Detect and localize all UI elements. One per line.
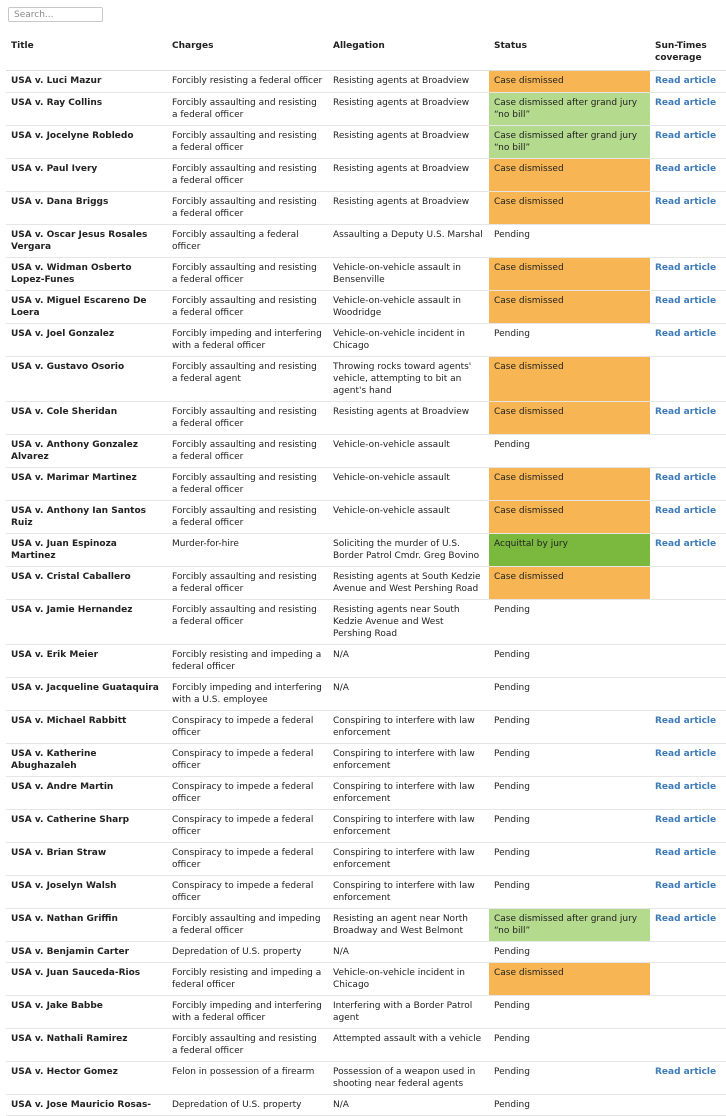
- coverage-cell: [650, 876, 726, 909]
- read-article-link[interactable]: Read article: [655, 815, 717, 825]
- case-title: USA v. Catherine Sharp: [6, 810, 167, 843]
- coverage-cell: [650, 402, 726, 435]
- case-title: USA v. Jocelyne Robledo: [6, 126, 167, 159]
- table-header-row: [6, 34, 726, 71]
- case-charges: Forcibly assaulting and resisting a federal officer: [167, 258, 328, 291]
- table-row: [6, 645, 726, 678]
- coverage-cell: [650, 996, 726, 1029]
- case-title: USA v. Marimar Martinez: [6, 468, 167, 501]
- case-allegation: Throwing rocks toward agents' vehicle, attempting to bit an agent's hand: [328, 357, 489, 402]
- table-row: [6, 909, 726, 942]
- case-status: Pending: [489, 225, 650, 258]
- case-status: Case dismissed: [489, 357, 650, 402]
- case-allegation: Resisting agents at South Kedzie Avenue and West Pershing Road: [328, 567, 489, 600]
- table-row: [6, 678, 726, 711]
- case-status: Pending: [489, 678, 650, 711]
- case-title: USA v. Juan Espinoza Martinez: [6, 534, 167, 567]
- table-row: [6, 1062, 726, 1095]
- case-status: Pending: [489, 1029, 650, 1062]
- case-title: USA v. Cole Sheridan: [6, 402, 167, 435]
- table-row: [6, 93, 726, 126]
- case-title: USA v. Anthony Gonzalez Alvarez: [6, 435, 167, 468]
- read-article-link[interactable]: Read article: [655, 131, 717, 141]
- case-status: Case dismissed: [489, 159, 650, 192]
- case-status: Case dismissed after grand jury “no bill”: [489, 93, 650, 126]
- case-allegation: N/A: [328, 678, 489, 711]
- case-charges: Forcibly assaulting and resisting a federal officer: [167, 192, 328, 225]
- read-article-link[interactable]: Read article: [655, 848, 717, 858]
- case-status: Case dismissed: [489, 291, 650, 324]
- coverage-cell: [650, 258, 726, 291]
- case-charges: Forcibly resisting and impeding a federal officer: [167, 645, 328, 678]
- coverage-cell: [650, 843, 726, 876]
- case-title: USA v. Gustavo Osorio: [6, 357, 167, 402]
- case-charges: Forcibly assaulting and resisting a federal agent: [167, 357, 328, 402]
- case-charges: Forcibly assaulting and resisting a federal officer: [167, 402, 328, 435]
- case-status: Case dismissed: [489, 963, 650, 996]
- case-allegation: Resisting agents near South Kedzie Avenue and West Pershing Road: [328, 600, 489, 645]
- case-charges: Forcibly assaulting and resisting a federal officer: [167, 1029, 328, 1062]
- case-charges: Forcibly assaulting and resisting a federal officer: [167, 600, 328, 645]
- case-title: USA v. Jamie Hernandez: [6, 600, 167, 645]
- coverage-cell: [650, 942, 726, 963]
- case-charges: Forcibly assaulting a federal officer: [167, 225, 328, 258]
- case-allegation: Conspiring to interfere with law enforcement: [328, 876, 489, 909]
- coverage-cell: [650, 357, 726, 402]
- table-row: [6, 258, 726, 291]
- read-article-link[interactable]: Read article: [655, 539, 717, 549]
- case-allegation: Resisting agents at Broadview: [328, 159, 489, 192]
- case-title: USA v. Jose Mauricio Rosas-: [6, 1095, 167, 1116]
- read-article-link[interactable]: Read article: [655, 407, 717, 417]
- coverage-cell: [650, 225, 726, 258]
- coverage-cell: [650, 435, 726, 468]
- table-row: [6, 777, 726, 810]
- read-article-link[interactable]: Read article: [655, 329, 717, 339]
- case-status: Case dismissed: [489, 258, 650, 291]
- read-article-link[interactable]: Read article: [655, 296, 717, 306]
- column-header-status[interactable]: Status: [489, 34, 650, 71]
- case-allegation: Assaulting a Deputy U.S. Marshal: [328, 225, 489, 258]
- case-title: USA v. Ray Collins: [6, 93, 167, 126]
- table-row: [6, 357, 726, 402]
- read-article-link[interactable]: Read article: [655, 881, 717, 891]
- case-allegation: Vehicle-on-vehicle assault in Woodridge: [328, 291, 489, 324]
- case-status: Case dismissed after grand jury “no bill”: [489, 126, 650, 159]
- coverage-cell: [650, 1029, 726, 1062]
- coverage-cell: [650, 534, 726, 567]
- case-title: USA v. Cristal Caballero: [6, 567, 167, 600]
- read-article-link[interactable]: Read article: [655, 749, 717, 759]
- column-header-coverage[interactable]: Sun-Times coverage: [650, 34, 726, 71]
- case-charges: Forcibly resisting a federal officer: [167, 71, 328, 93]
- case-title: USA v. Brian Straw: [6, 843, 167, 876]
- table-row: [6, 501, 726, 534]
- case-charges: Forcibly impeding and interfering with a U.S. employee: [167, 678, 328, 711]
- case-charges: Forcibly assaulting and resisting a federal officer: [167, 126, 328, 159]
- case-charges: Forcibly resisting and impeding a federal officer: [167, 963, 328, 996]
- case-title: USA v. Hector Gomez: [6, 1062, 167, 1095]
- case-title: USA v. Benjamin Carter: [6, 942, 167, 963]
- coverage-cell: [650, 71, 726, 93]
- coverage-cell: [650, 645, 726, 678]
- case-status: Pending: [489, 810, 650, 843]
- case-title: USA v. Nathan Griffin: [6, 909, 167, 942]
- case-status: Case dismissed: [489, 567, 650, 600]
- case-title: USA v. Nathali Ramirez: [6, 1029, 167, 1062]
- case-allegation: N/A: [328, 645, 489, 678]
- case-title: USA v. Erik Meier: [6, 645, 167, 678]
- case-charges: Conspiracy to impede a federal officer: [167, 876, 328, 909]
- case-allegation: Resisting agents at Broadview: [328, 126, 489, 159]
- coverage-cell: [650, 678, 726, 711]
- table-row: [6, 963, 726, 996]
- coverage-cell: [650, 468, 726, 501]
- case-allegation: Conspiring to interfere with law enforcement: [328, 843, 489, 876]
- table-row: [6, 126, 726, 159]
- case-allegation: Conspiring to interfere with law enforcement: [328, 810, 489, 843]
- table-row: [6, 291, 726, 324]
- coverage-cell: [650, 501, 726, 534]
- case-charges: Depredation of U.S. property: [167, 1095, 328, 1116]
- case-title: USA v. Andre Martin: [6, 777, 167, 810]
- read-article-link[interactable]: Read article: [655, 197, 717, 207]
- case-status: Case dismissed: [489, 402, 650, 435]
- case-charges: Conspiracy to impede a federal officer: [167, 777, 328, 810]
- table-row: [6, 567, 726, 600]
- case-title: USA v. Miguel Escareno De Loera: [6, 291, 167, 324]
- case-status: Acquittal by jury: [489, 534, 650, 567]
- case-allegation: Resisting agents at Broadview: [328, 71, 489, 93]
- case-charges: Depredation of U.S. property: [167, 942, 328, 963]
- case-allegation: Conspiring to interfere with law enforcement: [328, 744, 489, 777]
- case-status: Pending: [489, 996, 650, 1029]
- coverage-cell: [650, 159, 726, 192]
- case-status: Pending: [489, 1095, 650, 1116]
- coverage-cell: [650, 600, 726, 645]
- coverage-cell: [650, 291, 726, 324]
- coverage-cell: [650, 963, 726, 996]
- case-allegation: Vehicle-on-vehicle assault: [328, 468, 489, 501]
- table-row: [6, 435, 726, 468]
- cases-table: [6, 34, 726, 1116]
- case-status: Pending: [489, 645, 650, 678]
- case-title: USA v. Dana Briggs: [6, 192, 167, 225]
- table-row: [6, 324, 726, 357]
- table-row: [6, 942, 726, 963]
- case-title: USA v. Katherine Abughazaleh: [6, 744, 167, 777]
- column-header-title[interactable]: Title: [6, 34, 167, 71]
- table-row: [6, 600, 726, 645]
- case-title: USA v. Widman Osberto Lopez-Funes: [6, 258, 167, 291]
- case-title: USA v. Oscar Jesus Rosales Vergara: [6, 225, 167, 258]
- case-status: Case dismissed: [489, 192, 650, 225]
- case-allegation: Conspiring to interfere with law enforcement: [328, 777, 489, 810]
- table-row: [6, 744, 726, 777]
- case-status: Case dismissed: [489, 501, 650, 534]
- read-article-link[interactable]: Read article: [655, 506, 717, 516]
- case-status: Pending: [489, 711, 650, 744]
- case-allegation: Resisting agents at Broadview: [328, 192, 489, 225]
- column-header-allegation[interactable]: Allegation: [328, 34, 489, 71]
- case-allegation: Resisting agents at Broadview: [328, 93, 489, 126]
- case-status: Case dismissed after grand jury “no bill”: [489, 909, 650, 942]
- read-article-link[interactable]: Read article: [655, 782, 717, 792]
- case-allegation: N/A: [328, 942, 489, 963]
- table-row: [6, 192, 726, 225]
- coverage-cell: [650, 810, 726, 843]
- case-allegation: Vehicle-on-vehicle assault: [328, 501, 489, 534]
- case-charges: Forcibly assaulting and resisting a federal officer: [167, 501, 328, 534]
- case-allegation: Vehicle-on-vehicle incident in Chicago: [328, 963, 489, 996]
- case-title: USA v. Juan Sauceda-Rios: [6, 963, 167, 996]
- case-allegation: Possession of a weapon used in shooting near federal agents: [328, 1062, 489, 1095]
- coverage-cell: [650, 711, 726, 744]
- read-article-link[interactable]: Read article: [655, 716, 717, 726]
- read-article-link[interactable]: Read article: [655, 98, 717, 108]
- table-row: [6, 225, 726, 258]
- read-article-link[interactable]: Read article: [655, 1067, 717, 1077]
- table-row: [6, 468, 726, 501]
- case-allegation: Soliciting the murder of U.S. Border Patrol Cmdr. Greg Bovino: [328, 534, 489, 567]
- read-article-link[interactable]: Read article: [655, 473, 717, 483]
- case-title: USA v. Anthony Ian Santos Ruiz: [6, 501, 167, 534]
- case-allegation: Vehicle-on-vehicle assault in Bensenville: [328, 258, 489, 291]
- coverage-cell: [650, 192, 726, 225]
- case-charges: Conspiracy to impede a federal officer: [167, 744, 328, 777]
- case-charges: Forcibly assaulting and resisting a federal officer: [167, 468, 328, 501]
- case-charges: Conspiracy to impede a federal officer: [167, 843, 328, 876]
- case-allegation: Resisting agents at Broadview: [328, 402, 489, 435]
- case-status: Pending: [489, 876, 650, 909]
- table-row: [6, 1029, 726, 1062]
- case-title: USA v. Paul Ivery: [6, 159, 167, 192]
- cases-table-container[interactable]: [6, 34, 717, 1110]
- read-article-link[interactable]: Read article: [655, 263, 717, 273]
- case-title: USA v. Michael Rabbitt: [6, 711, 167, 744]
- case-title: USA v. Jake Babbe: [6, 996, 167, 1029]
- case-charges: Forcibly impeding and interfering with a federal officer: [167, 996, 328, 1029]
- table-row: [6, 1095, 726, 1116]
- case-charges: Forcibly assaulting and resisting a federal officer: [167, 159, 328, 192]
- case-charges: Forcibly assaulting and resisting a federal officer: [167, 291, 328, 324]
- table-row: [6, 402, 726, 435]
- read-article-link[interactable]: Read article: [655, 164, 717, 174]
- coverage-cell: [650, 1095, 726, 1116]
- coverage-cell: [650, 567, 726, 600]
- case-status: Case dismissed: [489, 71, 650, 93]
- coverage-cell: [650, 777, 726, 810]
- read-article-link[interactable]: Read article: [655, 914, 717, 924]
- coverage-cell: [650, 93, 726, 126]
- case-charges: Forcibly assaulting and resisting a federal officer: [167, 93, 328, 126]
- case-allegation: Attempted assault with a vehicle: [328, 1029, 489, 1062]
- read-article-link[interactable]: Read article: [655, 76, 717, 86]
- case-status: Pending: [489, 744, 650, 777]
- case-status: Pending: [489, 777, 650, 810]
- table-row: [6, 843, 726, 876]
- search-input[interactable]: [8, 7, 103, 22]
- table-row: [6, 159, 726, 192]
- case-allegation: Vehicle-on-vehicle assault: [328, 435, 489, 468]
- case-title: USA v. Joselyn Walsh: [6, 876, 167, 909]
- table-row: [6, 876, 726, 909]
- column-header-charges[interactable]: Charges: [167, 34, 328, 71]
- table-row: [6, 810, 726, 843]
- case-charges: Murder-for-hire: [167, 534, 328, 567]
- case-status: Pending: [489, 600, 650, 645]
- case-title: USA v. Joel Gonzalez: [6, 324, 167, 357]
- coverage-cell: [650, 744, 726, 777]
- case-status: Pending: [489, 1062, 650, 1095]
- table-row: [6, 534, 726, 567]
- case-allegation: Interfering with a Border Patrol agent: [328, 996, 489, 1029]
- case-allegation: Conspiring to interfere with law enforcement: [328, 711, 489, 744]
- case-allegation: Vehicle-on-vehicle incident in Chicago: [328, 324, 489, 357]
- case-status: Pending: [489, 843, 650, 876]
- case-title: USA v. Luci Mazur: [6, 71, 167, 93]
- case-charges: Conspiracy to impede a federal officer: [167, 810, 328, 843]
- case-status: Pending: [489, 435, 650, 468]
- table-row: [6, 996, 726, 1029]
- case-charges: Conspiracy to impede a federal officer: [167, 711, 328, 744]
- case-charges: Felon in possession of a firearm: [167, 1062, 328, 1095]
- case-status: Pending: [489, 324, 650, 357]
- table-row: [6, 711, 726, 744]
- case-charges: Forcibly assaulting and impeding a federal officer: [167, 909, 328, 942]
- case-allegation: Resisting an agent near North Broadway and West Belmont: [328, 909, 489, 942]
- case-status: Case dismissed: [489, 468, 650, 501]
- case-title: USA v. Jacqueline Guataquira: [6, 678, 167, 711]
- coverage-cell: [650, 1062, 726, 1095]
- coverage-cell: [650, 126, 726, 159]
- coverage-cell: [650, 909, 726, 942]
- case-allegation: N/A: [328, 1095, 489, 1116]
- case-charges: Forcibly assaulting and resisting a federal officer: [167, 435, 328, 468]
- table-row: [6, 71, 726, 93]
- case-status: Pending: [489, 942, 650, 963]
- case-charges: Forcibly impeding and interfering with a federal officer: [167, 324, 328, 357]
- coverage-cell: [650, 324, 726, 357]
- case-charges: Forcibly assaulting and resisting a federal officer: [167, 567, 328, 600]
